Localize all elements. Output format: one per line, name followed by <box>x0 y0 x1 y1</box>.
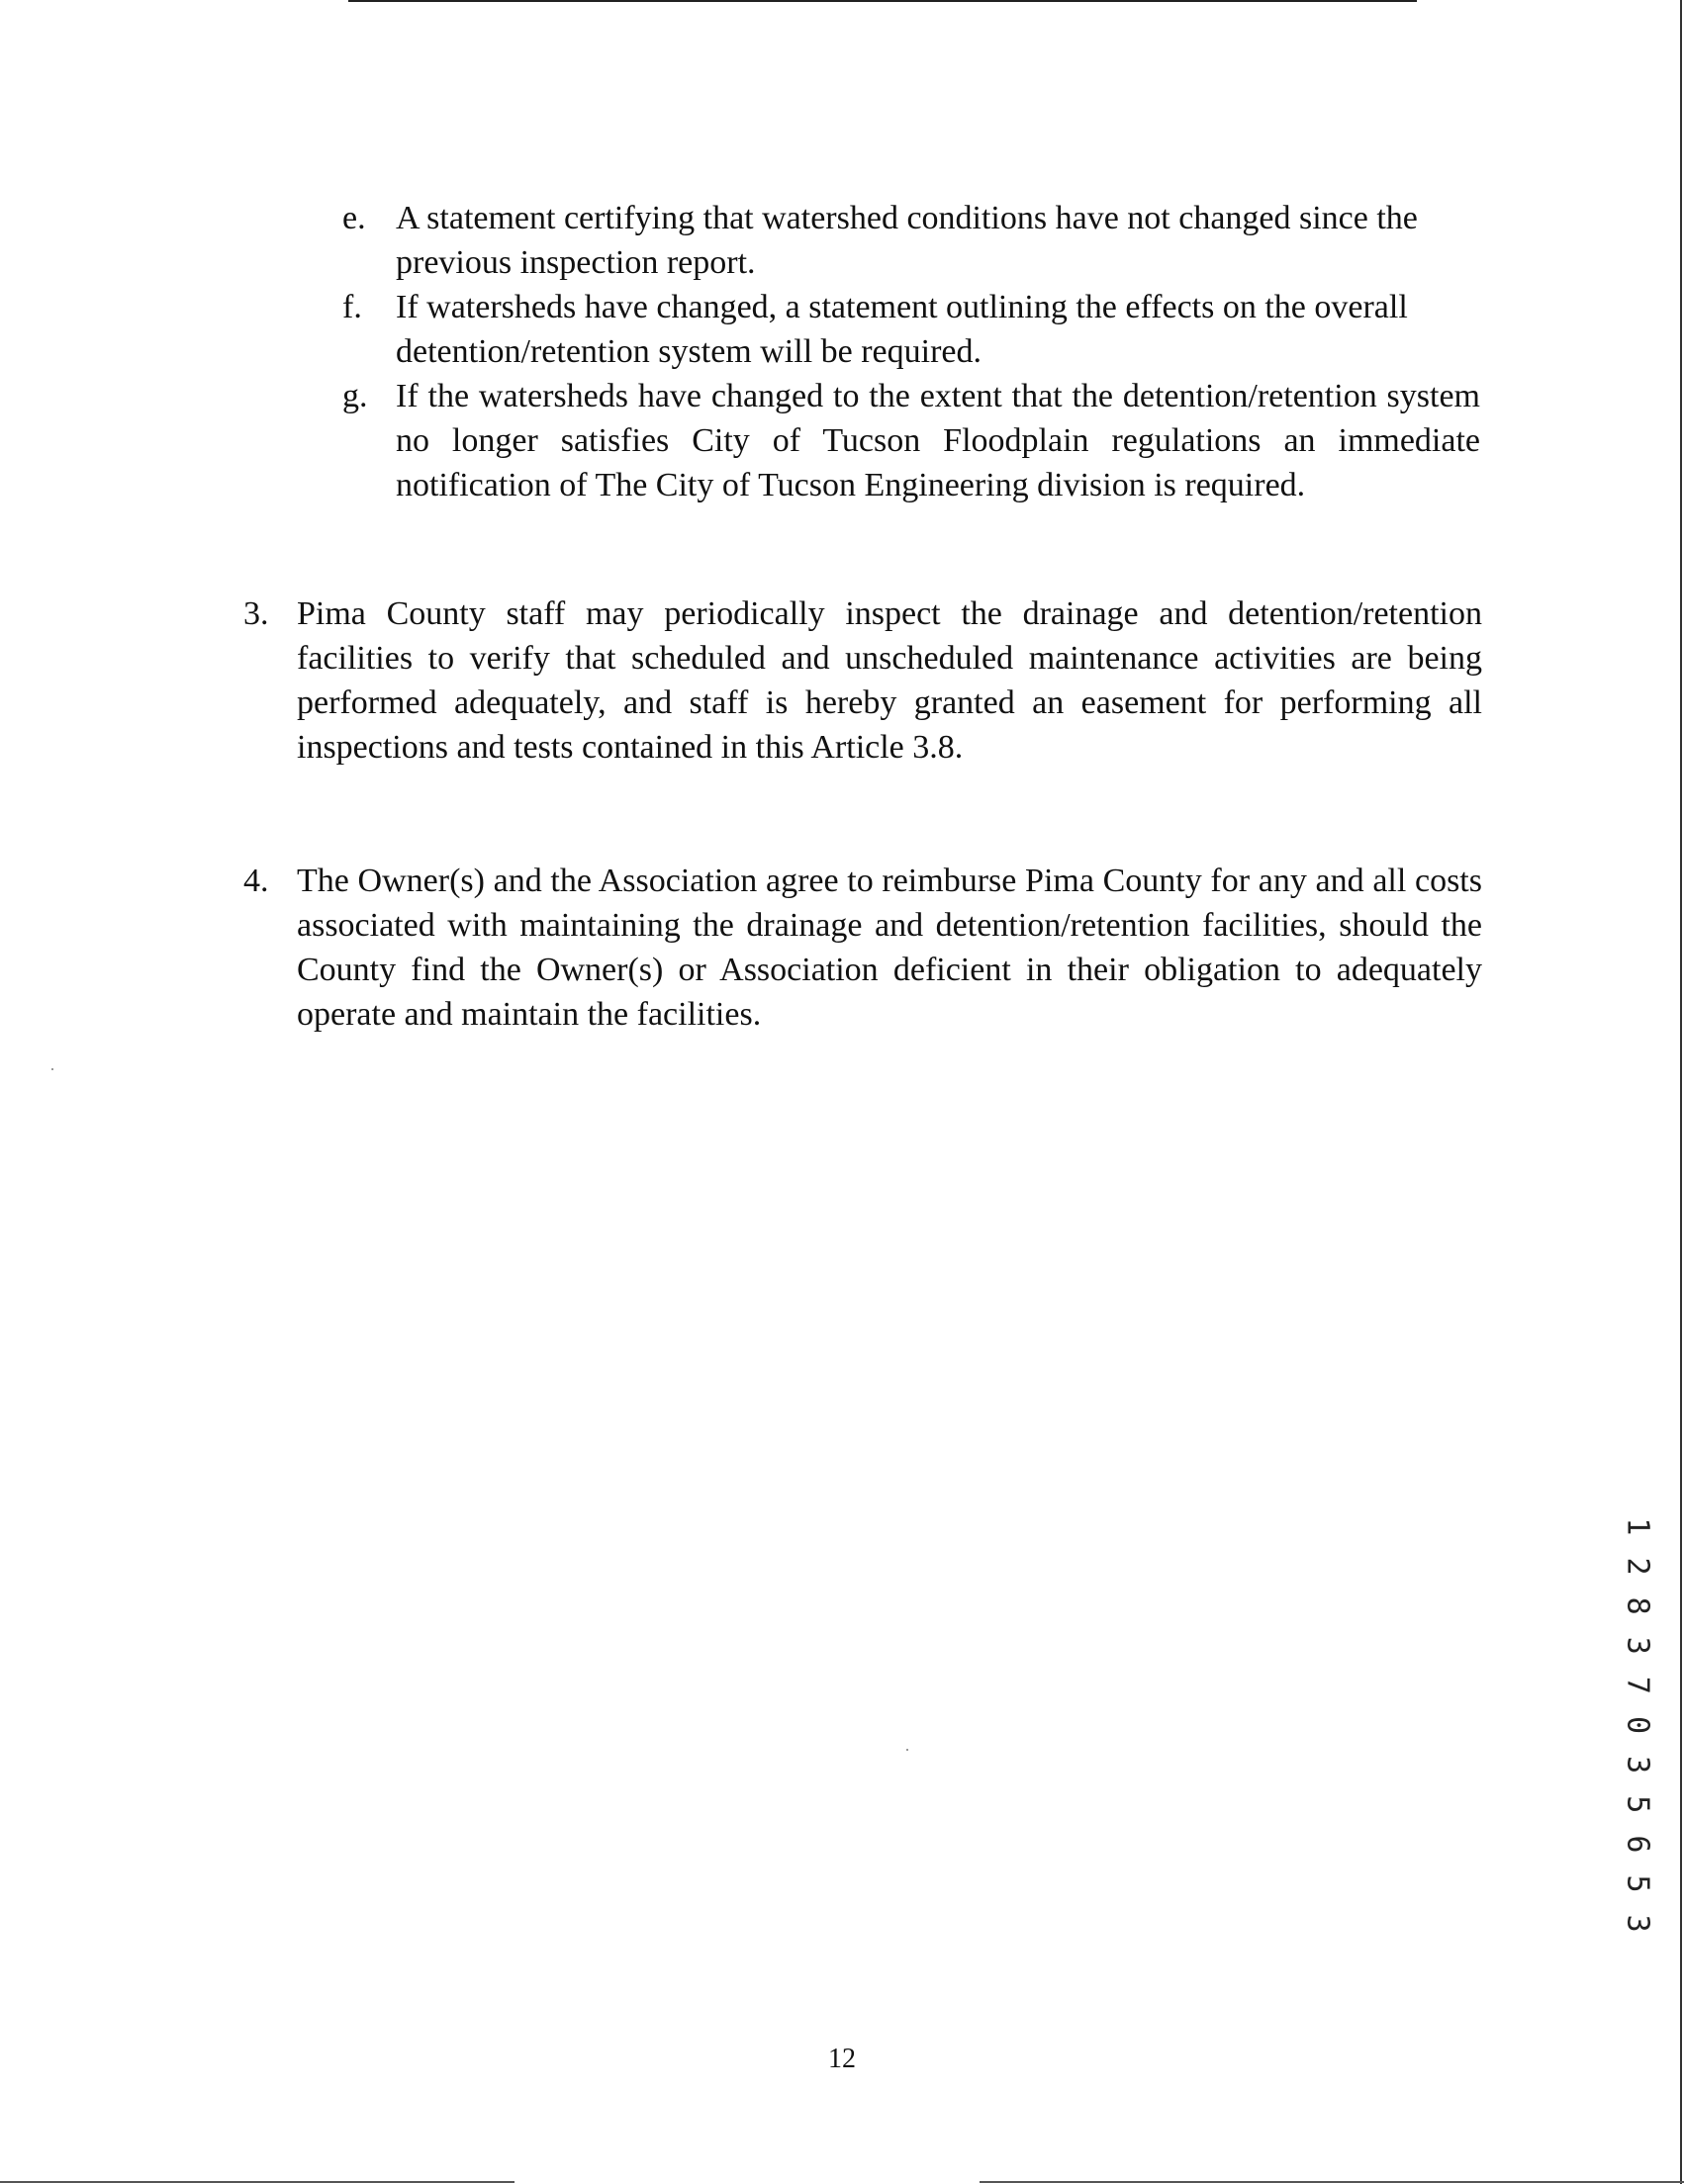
list-item-3 <box>243 592 1482 770</box>
scan-speck <box>51 1068 53 1070</box>
list-item-e <box>342 196 1480 285</box>
scan-edge-right <box>1680 0 1682 2184</box>
recording-stamp <box>1603 1517 1672 1935</box>
list-marker: 4. <box>243 863 269 899</box>
recording-stamp-number: 1 2 8 3 7 0 3 5 6 5 3 <box>1620 1517 1655 1935</box>
list-marker: 3. <box>243 595 269 632</box>
scan-edge-bottom <box>0 2181 515 2183</box>
list-item-g <box>342 374 1480 507</box>
list-item-text: The Owner(s) and the Association agree to reimburse Pima County for any and all costs associated with maintaining the drainage and detention/retention facilities, should the County find the Owner(s) or Association deficient in their obligation to adequately operate and maintain the facilities. <box>297 863 1482 1033</box>
scan-speck <box>906 1749 908 1751</box>
page-number: 12 <box>828 2044 856 2074</box>
list-item-text: If the watersheds have changed to the extent that the detention/retention system no longer satisfies City of Tucson Floodplain regulations an immediate notification of The City of Tucson Engineering division is required. <box>396 378 1480 503</box>
list-marker: g. <box>342 378 368 414</box>
list-item-text: If watersheds have changed, a statement outlining the effects on the overall detention/retention system will be required. <box>396 289 1408 370</box>
list-item-f <box>342 285 1480 374</box>
list-item-text: A statement certifying that watershed conditions have not changed since the previous inspection report. <box>396 200 1418 281</box>
list-item-4 <box>243 859 1482 1037</box>
list-marker: e. <box>342 200 366 236</box>
scan-edge-bottom <box>980 2181 1684 2183</box>
list-item-text: Pima County staff may periodically inspect the drainage and detention/retention facilities to verify that scheduled and unscheduled maintenance activities are being performed adequately, and staff is hereby granted an easement for performing all inspections and tests contained in this Article 3.8. <box>297 595 1482 766</box>
scan-edge-top <box>348 0 1417 2</box>
list-marker: f. <box>342 289 362 325</box>
